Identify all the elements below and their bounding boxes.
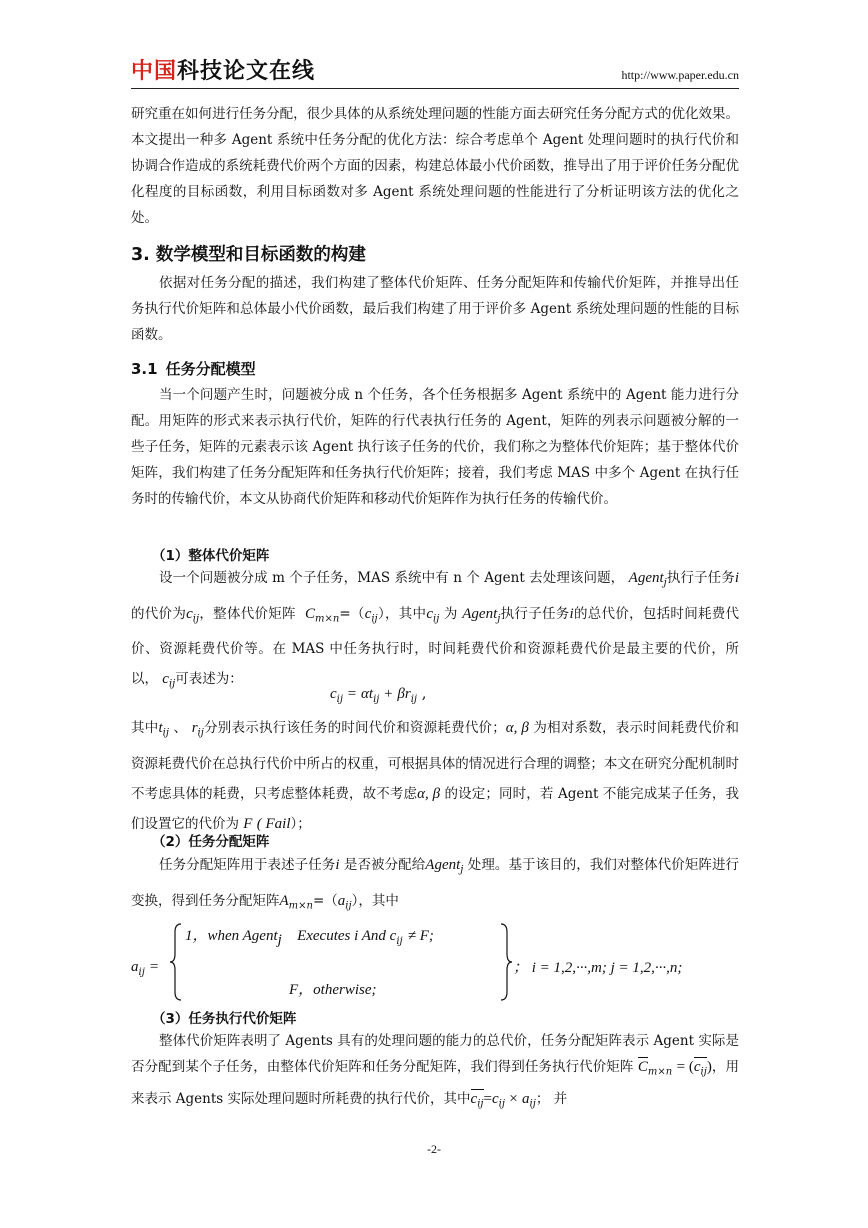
case1-text-c: ≠ F;: [407, 928, 434, 944]
sub2-text-1: 任务分配矩阵用于表述子任务: [159, 857, 336, 873]
sub1-text-8: 的总代价，包括时间耗费代价、资源耗费代价等。在 MAS 中任务执行时，时间耗费代价和资源耗费代价是最主要的代价，所以，: [131, 605, 740, 688]
subsection-3-heading: （3）任务执行代价矩阵: [152, 1011, 297, 1027]
math-i-3: i: [335, 857, 340, 873]
math-sub-ij-10: ij: [498, 1098, 505, 1110]
cost-formula: $c_{ij} = \alpha t_{ij} + \beta r_{ij}$ ,: [330, 684, 427, 705]
sub1-text-12: 的设定；同时，若 Agent 不能完成某子任务，我们设置它的代价为: [131, 785, 739, 832]
math-sub-j-2: j: [497, 613, 501, 625]
math-C: C: [304, 605, 315, 622]
sub3-text-2: ，用来表示 Agents 实际处理问题时所耗费的执行代价，其中: [131, 1059, 740, 1107]
sub2-text-4: ），其中: [351, 892, 399, 909]
case1-text: 1，when Agent: [185, 928, 278, 944]
math-agent-2: Agent: [462, 605, 498, 622]
sub1-text-11: 为相对系数，表示时间耗费代价和资源耗费代价在总执行代价中所占的权重，可根据具体的情况进行合理的调整；本文在研究分配机制时不考虑具体的耗费，只考虑整体耗费，故不考虑: [131, 720, 740, 802]
sub1-text-9: 可表述为：: [175, 671, 243, 688]
sub2-text-2: 是否被分配给: [343, 857, 426, 873]
sub1-text-10: 分别表示执行该任务的时间代价和资源耗费代价；: [203, 720, 506, 736]
logo-red-text: 中国: [131, 59, 178, 84]
sub1-text-3: 的代价为: [131, 605, 187, 622]
page-number: -2-: [427, 1142, 441, 1156]
sub1-text-4: ，整体代价矩阵: [199, 605, 296, 622]
sub3-text-1: 整体代价矩阵表明了 Agents 具有的处理问题的能力的总代价，任务分配矩阵表示 Agent 实际是否分配到某个子任务，由整体代价矩阵和任务分配矩阵，我们得到任务执行代价矩阵: [131, 1033, 739, 1075]
header-url[interactable]: http://www.paper.edu.cn: [621, 68, 739, 82]
math-agent: Agent: [628, 570, 664, 586]
sub1-sep: 、: [173, 720, 188, 736]
math-a-2: a: [522, 1090, 530, 1107]
math-eq-paren-2: =（: [312, 892, 338, 909]
math-eq-paren: =（: [339, 605, 365, 622]
math-sub-mxn: m×n: [315, 613, 340, 625]
math-sub-ij-8: ij: [700, 1066, 707, 1078]
math-sub-ij-6: ij: [197, 727, 204, 739]
sub1-text-7: 执行子任务: [500, 605, 570, 622]
math-sub-j: j: [663, 577, 667, 589]
index-range: ； i = 1,2,···,m; j = 1,2,···,n;: [513, 960, 683, 976]
case2-text: F，otherwise;: [289, 982, 377, 998]
left-brace-icon: [169, 922, 183, 1002]
piecewise-formula: $a_{ij}$ = 1，when Agent$_j$ Executes i And $c_{ij} \ne F$; F，otherwise; ； i = 1,2,···,m; j = 1,2,···,n;: [131, 922, 739, 1004]
sub1-text-1: 设一个问题被分成 m 个子任务，MAS 系统中有 n 个 Agent 去处理该问题，: [159, 570, 625, 586]
math-C-bar: C: [637, 1059, 648, 1075]
math-F: F: [243, 815, 253, 832]
math-c-2: c: [364, 605, 372, 622]
math-c: c: [186, 605, 193, 622]
math-c-5: c: [491, 1090, 499, 1107]
math-a: a: [337, 892, 346, 909]
math-sub-j-3: j: [460, 864, 464, 876]
sub1-text-13: ）；: [290, 815, 311, 832]
page-header: [131, 58, 739, 88]
sub1-lead: 其中: [131, 720, 159, 736]
subsection-3-paragraph: 整体代价矩阵表明了 Agents 具有的处理问题的能力的总代价，任务分配矩阵表示 Agent 实际是否分配到某个子任务，由整体代价矩阵和任务分配矩阵，我们得到任务执行代价矩阵 $C_{m\times n} = (c_{ij})$，用来表示 Agents 实际处理问题时所耗费的执行代价，其中$c_{ij}=c_{ij} \times a_{ij}$； 并: [131, 1033, 740, 1110]
math-sub-ij-4: ij: [168, 679, 176, 691]
section-3-1-title: 任务分配模型: [165, 360, 256, 378]
section-3-heading: 3. 数学模型和目标函数的构建: [131, 245, 366, 265]
section-3-1-heading: [131, 358, 256, 379]
math-A: A: [279, 892, 289, 909]
sub2-text-3: 处理。基于该目的，我们对整体代价矩阵进行变换，得到任务分配矩阵: [131, 857, 740, 909]
math-r: r: [191, 720, 198, 736]
sub1-text-5: ），其中: [377, 605, 427, 622]
math-sub-ij-5: ij: [162, 727, 169, 739]
math-sub-mxn-2: m×n: [288, 900, 313, 912]
section-3-1-number: 3.1: [131, 360, 158, 378]
subsection-1-heading: （1）整体代价矩阵: [152, 548, 270, 564]
math-c-3: c: [426, 605, 433, 622]
subsection-1-paragraph-2: [131, 713, 739, 839]
math-alpha-beta-2: α, β: [417, 785, 441, 802]
case1-text-b: Executes i And c: [297, 928, 397, 944]
math-sub-ij-7: ij: [345, 900, 352, 912]
math-sub-ij-9: ij: [477, 1098, 484, 1110]
math-sub-ij-2: ij: [371, 613, 378, 625]
intro-paragraph: 研究重在如何进行任务分配，很少具体的从系统处理问题的性能方面去研究任务分配方式的优化效果。本文提出一种多 Agent 系统中任务分配的优化方法：综合考虑单个 Agent 处理问题时的执行代价和协调合作造成的系统耗费代价两个方面的因素，构建总体最小代价函数，推导出了用于评价任务分配优化程度的目标函数，利用目标函数对多 Agent 系统处理问题的性能进行了分析证明该方法的优化之处。: [131, 106, 739, 226]
sub1-text-2: 执行子任务: [666, 570, 735, 586]
math-agent-3: Agent: [425, 857, 461, 873]
sub3-text-3: ； 并: [535, 1090, 568, 1107]
math-c-bar: c: [693, 1059, 701, 1075]
journal-logo: [131, 58, 315, 86]
math-fail: ( Fail: [256, 815, 291, 832]
right-brace-icon: [499, 922, 513, 1002]
math-i: i: [734, 570, 740, 586]
sub1-text-6: 为: [443, 605, 458, 622]
math-sub-ij-11: ij: [529, 1098, 536, 1110]
math-sub-ij-3: ij: [433, 613, 440, 625]
section-3-paragraph: 依据对任务分配的描述，我们构建了整体代价矩阵、任务分配矩阵和传输代价矩阵，并推导出任务执行代价矩阵和总体最小代价函数，最后我们构建了用于评价多 Agent 系统处理问题的性能的目标函数。: [131, 275, 739, 343]
header-rule: [131, 88, 739, 89]
subsection-2-heading: （2）任务分配矩阵: [152, 834, 270, 850]
math-t: t: [158, 720, 163, 736]
subsection-2-paragraph: [131, 850, 739, 921]
math-alpha-beta: α, β: [505, 720, 529, 736]
math-i-2: i: [569, 605, 574, 622]
math-c-bar-2: c: [470, 1090, 478, 1107]
subsection-1-paragraph: [131, 563, 739, 700]
section-3-1-paragraph: 当一个问题产生时，问题被分成 n 个任务，各个任务根据多 Agent 系统中的 Agent 能力进行分配。用矩阵的形式来表示执行代价，矩阵的行代表执行任务的 Agent，矩阵的列表示问题被分解的一些子任务，矩阵的元素表示该 Agent 执行该子任务的代价，我们称之为整体代价矩阵；基于整体代价矩阵，我们构建了任务分配矩阵和任务执行代价矩阵；接着，我们考虑 MAS 中多个 Agent 在执行任务时的传输代价，本文从协商代价矩阵和移动代价矩阵作为执行任务的传输代价。: [131, 387, 739, 507]
math-sub-mxn-3: m×n: [647, 1066, 673, 1078]
math-sub-ij: ij: [192, 613, 200, 625]
logo-black-text: 科技论文在线: [177, 59, 316, 84]
math-c-4: c: [162, 671, 169, 688]
